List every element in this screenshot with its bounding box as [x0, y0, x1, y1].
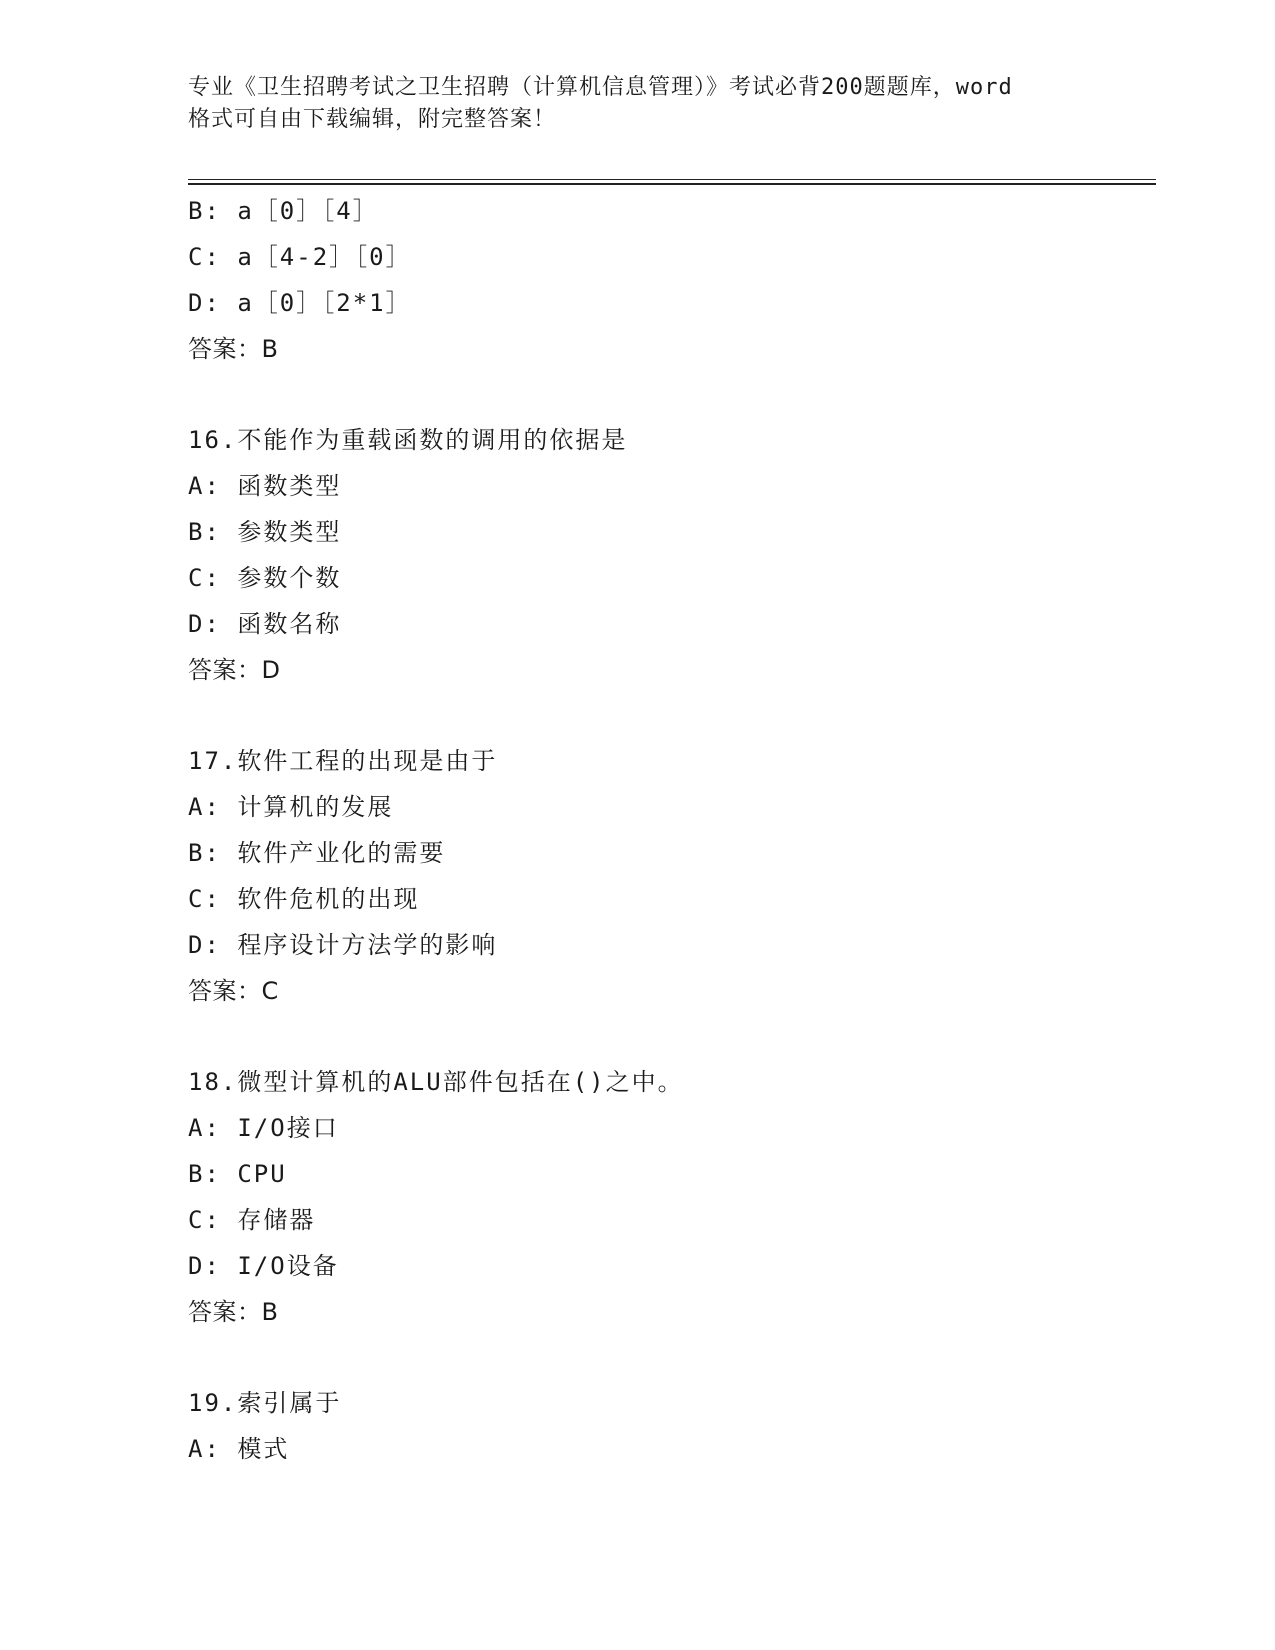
question-18-option-a: A: I/O接口: [188, 1114, 339, 1142]
question-16-block: [188, 417, 1156, 693]
question-18-stem: 18.微型计算机的ALU部件包括在()之中。: [188, 1068, 684, 1096]
question-16-option-d: D: 函数名称: [188, 610, 342, 638]
header-divider-thin: [188, 179, 1156, 180]
question-17-stem: 17.软件工程的出现是由于: [188, 747, 498, 775]
question-16-option-b: B: 参数类型: [188, 518, 342, 546]
question-18-block: [188, 1059, 1156, 1335]
question-15-answer: 答案：B: [188, 335, 279, 363]
question-16-stem: 16.不能作为重载函数的调用的依据是: [188, 426, 628, 454]
question-17-option-b: B: 软件产业化的需要: [188, 839, 446, 867]
header-divider-thick: [188, 183, 1156, 185]
question-17-option-c: C: 软件危机的出现: [188, 885, 420, 913]
header-line-2: 格式可自由下载编辑，附完整答案！: [188, 107, 557, 132]
question-15-option-b: B: a［0］［4］: [188, 197, 379, 225]
question-16-answer: 答案：D: [188, 656, 281, 684]
question-15-option-c: C: a［4-2］［0］: [188, 243, 412, 271]
block-spacer: [188, 1335, 1156, 1380]
question-16-option-a: A: 函数类型: [188, 472, 342, 500]
question-17-option-a: A: 计算机的发展: [188, 793, 394, 821]
question-16-option-c: C: 参数个数: [188, 564, 342, 592]
question-18-option-c: C: 存储器: [188, 1206, 316, 1234]
block-spacer: [188, 1014, 1156, 1059]
question-17-block: [188, 738, 1156, 1014]
question-19-option-a: A: 模式: [188, 1435, 290, 1463]
question-18-answer: 答案：B: [188, 1298, 279, 1326]
question-17-option-d: D: 程序设计方法学的影响: [188, 931, 498, 959]
question-18-option-d: D: I/O设备: [188, 1252, 339, 1280]
question-18-option-b: B: CPU: [188, 1160, 287, 1188]
question-15-option-d: D: a［0］［2*1］: [188, 289, 412, 317]
question-19-stem: 19.索引属于: [188, 1389, 342, 1417]
question-15-block: [188, 188, 1156, 372]
question-list: [188, 188, 1156, 1472]
question-17-answer: 答案：C: [188, 977, 279, 1005]
header-line-1: 专业《卫生招聘考试之卫生招聘（计算机信息管理）》考试必背200题题库，word: [188, 75, 1013, 100]
document-header: [188, 72, 1088, 136]
block-spacer: [188, 693, 1156, 738]
question-19-block: [188, 1380, 1156, 1472]
block-spacer: [188, 372, 1156, 417]
